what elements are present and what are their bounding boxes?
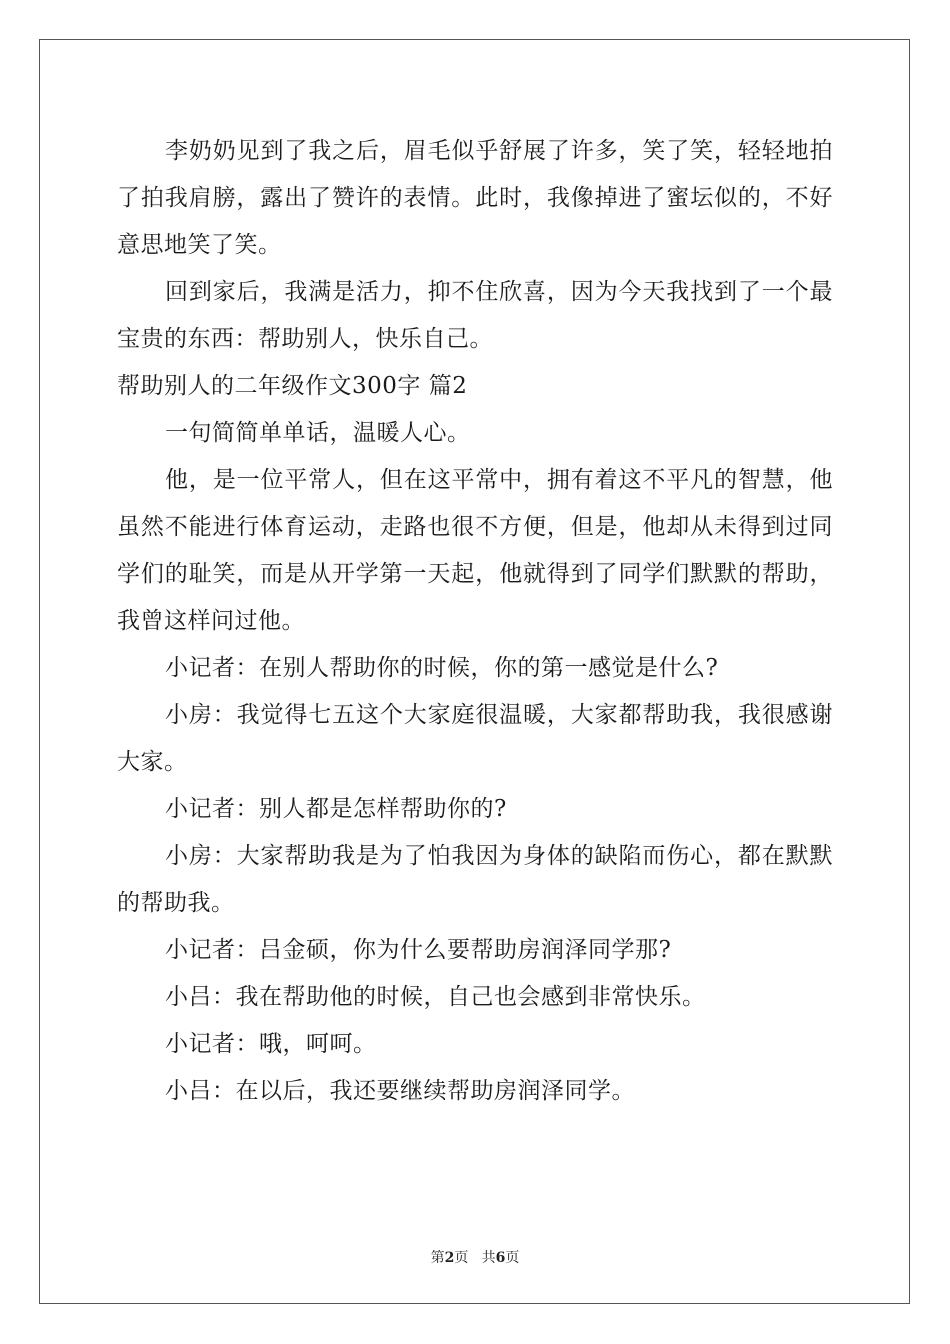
total-pages: 6 [495, 1250, 506, 1266]
total-suffix: 页 [505, 1250, 520, 1266]
paragraph: 小房：我觉得七五这个大家庭很温暖，大家都帮助我，我很感谢大家。 [117, 702, 833, 775]
page-suffix: 页 [454, 1250, 469, 1266]
paragraph: 小记者：别人都是怎样帮助你的? [165, 796, 507, 822]
total-prefix: 共 [481, 1250, 496, 1266]
paragraph: 李奶奶见到了我之后，眉毛似乎舒展了许多，笑了笑，轻轻地拍了拍我肩膀，露出了赞许的表情。此时，我像掉进了蜜坛似的，不好意思地笑了笑。 [117, 138, 833, 258]
paragraph: 小记者：哦，呵呵。 [165, 1031, 377, 1057]
paragraph: 小记者：在别人帮助你的时候，你的第一感觉是什么? [165, 655, 719, 681]
page-prefix: 第 [430, 1250, 445, 1266]
paragraph: 小记者：吕金硕，你为什么要帮助房润泽同学那? [165, 937, 672, 963]
paragraph: 小房：大家帮助我是为了怕我因为身体的缺陷而伤心，都在默默的帮助我。 [117, 843, 833, 916]
page-footer [0, 1247, 950, 1267]
document-body [117, 128, 833, 1115]
paragraph: 小吕：在以后，我还要继续帮助房润泽同学。 [165, 1078, 635, 1104]
paragraph: 一句简简单单话，温暖人心。 [165, 420, 471, 446]
paragraph: 回到家后，我满是活力，抑不住欣喜，因为今天我找到了一个最宝贵的东西：帮助别人，快乐自己。 [117, 279, 833, 352]
section-heading: 帮助别人的二年级作文300字 篇2 [117, 373, 468, 399]
paragraph: 他，是一位平常人，但在这平常中，拥有着这不平凡的智慧，他虽然不能进行体育运动，走路也很不方便，但是，他却从未得到过同学们的耻笑，而是从开学第一天起，他就得到了同学们默默的帮助，我曾这样问过他。 [117, 467, 833, 634]
paragraph: 小吕：我在帮助他的时候，自己也会感到非常快乐。 [165, 984, 706, 1010]
page-number: 2 [444, 1250, 455, 1266]
